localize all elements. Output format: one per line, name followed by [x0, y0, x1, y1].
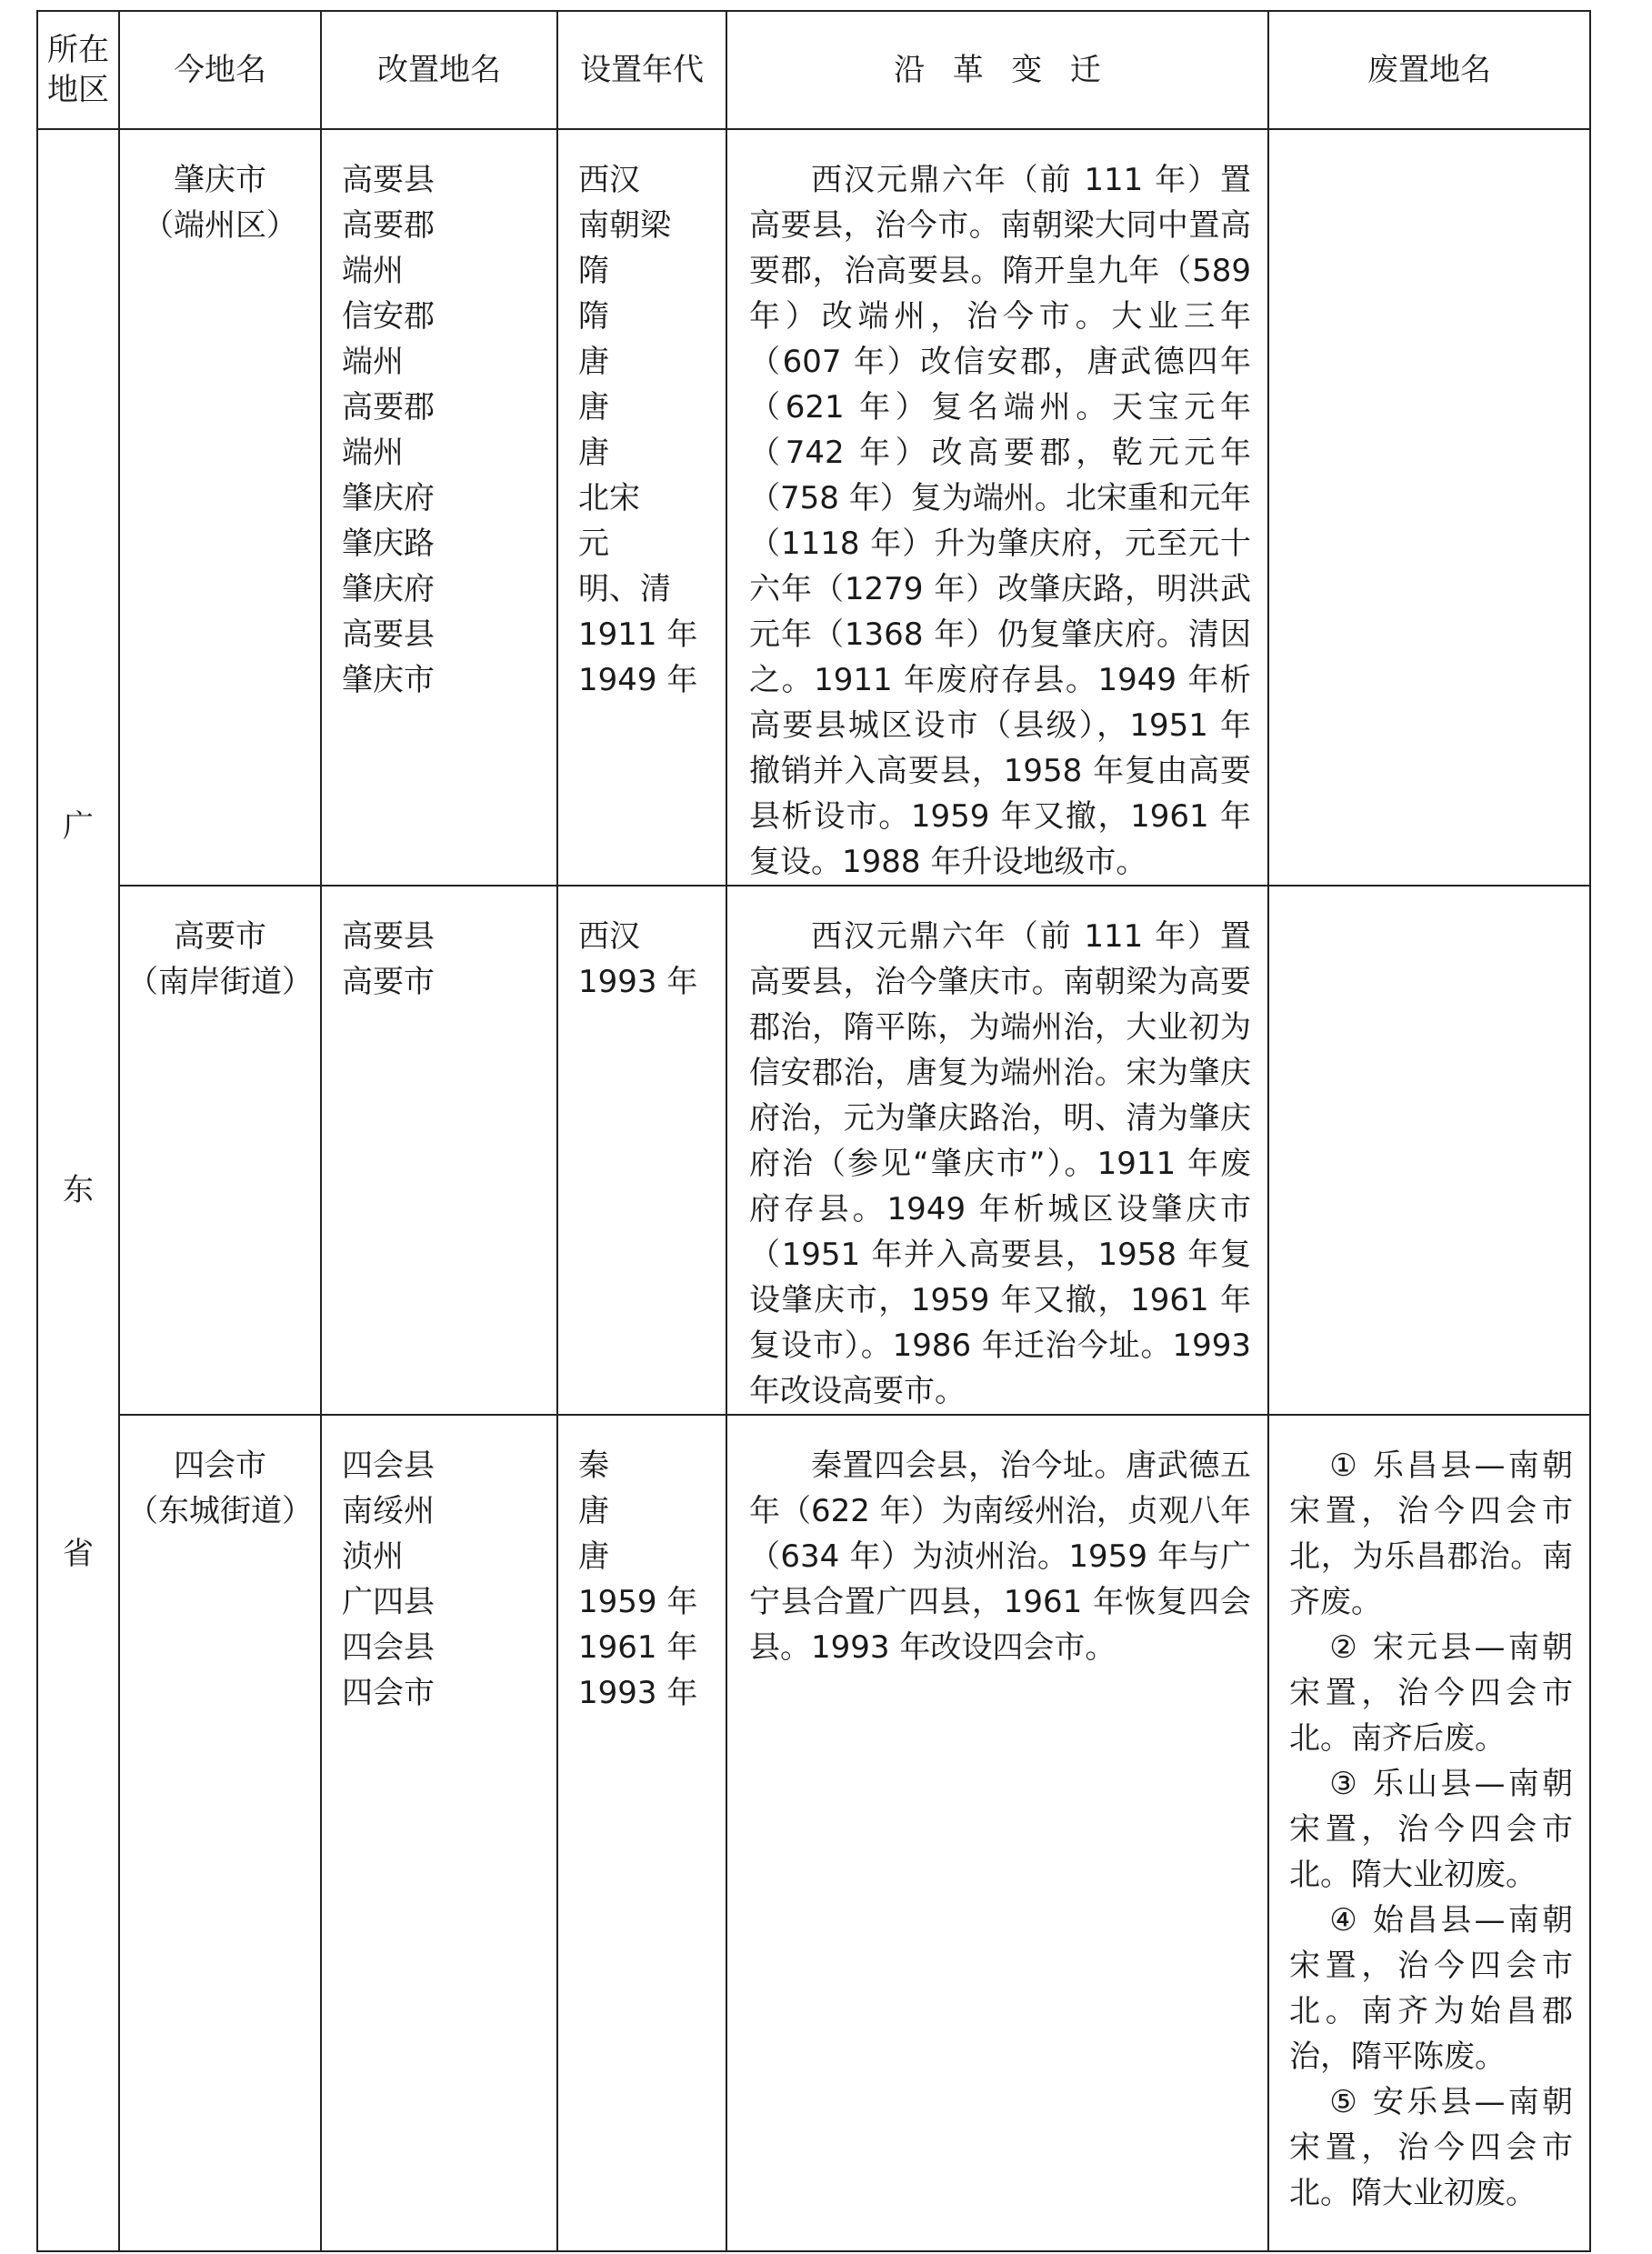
renamed-name: 高要县 — [342, 616, 435, 653]
era: 1911 年 — [578, 616, 698, 653]
renamed-name: 四会县 — [342, 1448, 435, 1484]
abolished-entry: ② 宋元县—南朝宋置，治今四会市北。南齐后废。 — [1289, 1629, 1573, 1757]
era: 北宋 — [578, 480, 640, 516]
renamed-name: 高要县 — [342, 918, 435, 955]
renamed-name: 四会县 — [342, 1629, 435, 1666]
era: 1993 年 — [578, 964, 698, 1000]
era: 唐 — [578, 389, 609, 426]
abolished-cell — [1268, 1415, 1590, 2251]
abolished-entry: ④ 始昌县—南朝宋置，治今四会市北。南齐为始昌郡治，隋平陈废。 — [1289, 1902, 1573, 2075]
abolished-cell — [1268, 886, 1590, 1415]
history-text: 西汉元鼎六年（前 111 年）置高要县，治今市。南朝梁大同中置高要郡，治高要县。隋开皇九年（589 年）改端州，治今市。大业三年（607 年）改信安郡，唐武德四年（621 年）复名端州。天宝元年（742 年）改高要郡，乾元元年（758 年）复为端州。北宋重和元年（1118 年）升为肇庆府，元至元十六年（1279 年）改肇庆路，明洪武元年（1368 年）仍复肇庆府。清因之。1911 年废府存县。1949 年析高要县城区设市（县级），1951 年撤销并入高要县，1958 年复由高要县析设市。1959 年又撤，1961 年复设。1988 年升设地级市。 — [749, 162, 1251, 880]
era: 隋 — [578, 253, 609, 289]
region-name — [38, 804, 118, 1577]
renamed-name: 肇庆府 — [342, 480, 435, 516]
abolished-entry: ① 乐昌县—南朝宋置，治今四会市北，为乐昌郡治。南齐废。 — [1289, 1448, 1573, 1620]
era: 秦 — [578, 1448, 609, 1484]
table-header-row — [37, 11, 1590, 129]
table-row — [37, 1415, 1590, 2251]
renamed-name: 高要郡 — [342, 389, 435, 426]
renamed-names-cell — [321, 129, 557, 886]
header-established: 设置年代 — [557, 11, 726, 129]
established-cell — [557, 1415, 726, 2251]
renamed-name: 南绥州 — [342, 1493, 435, 1529]
abolished-entry: ③ 乐山县—南朝宋置，治今四会市北。隋大业初废。 — [1289, 1766, 1573, 1893]
header-current-name: 今地名 — [119, 11, 321, 129]
region-cell — [37, 129, 119, 2251]
era: 唐 — [578, 435, 609, 471]
header-region-line2: 地区 — [47, 72, 109, 108]
header-history — [726, 11, 1268, 129]
renamed-names-cell — [321, 886, 557, 1415]
renamed-name: 高要市 — [342, 964, 435, 1000]
gazetteer-table — [36, 10, 1591, 2252]
era: 西汉 — [578, 162, 640, 198]
current-name-cell — [119, 886, 321, 1415]
renamed-name: 肇庆府 — [342, 571, 435, 607]
renamed-name: 高要郡 — [342, 207, 435, 244]
era: 唐 — [578, 1493, 609, 1529]
era: 元 — [578, 526, 609, 562]
renamed-name: 广四县 — [342, 1584, 435, 1620]
renamed-names-cell — [321, 1415, 557, 2251]
era: 1961 年 — [578, 1629, 698, 1666]
current-name-cell — [119, 1415, 321, 2251]
era: 明、清 — [578, 571, 671, 607]
renamed-name: 浈州 — [342, 1538, 404, 1575]
era: 1993 年 — [578, 1675, 698, 1711]
history-text: 西汉元鼎六年（前 111 年）置高要县，治今肇庆市。南朝梁为高要郡治，隋平陈，为端州治，大业初为信安郡治，唐复为端州治。宋为肇庆府治，元为肇庆路治，明、清为肇庆府治（参见“肇庆市”）。1911 年废府存县。1949 年析城区设肇庆市（1951 年并入高要县，1958 年复设肇庆市，1959 年又撤，1961 年复设市）。1986 年迁治今址。1993 年改设高要市。 — [749, 918, 1251, 1409]
era: 西汉 — [578, 918, 640, 955]
history-text: 秦置四会县，治今址。唐武德五年（622 年）为南绥州治，贞观八年（634 年）为浈州治。1959 年与广宁县合置广四县，1961 年恢复四会县。1993 年改设四会市。 — [749, 1448, 1251, 1666]
header-region-line1: 所在 — [47, 32, 109, 68]
renamed-name: 信安郡 — [342, 298, 435, 335]
region-char: 东 — [63, 1172, 94, 1208]
header-region — [37, 11, 119, 129]
header-history-label: 沿革变迁 — [894, 52, 1129, 88]
era: 1949 年 — [578, 662, 698, 698]
district-name: （东城街道） — [127, 1493, 313, 1529]
history-cell — [726, 886, 1268, 1415]
renamed-name: 四会市 — [342, 1675, 435, 1711]
table-row — [37, 886, 1590, 1415]
header-renamed-name: 改置地名 — [321, 11, 557, 129]
renamed-name: 肇庆市 — [342, 662, 435, 698]
renamed-name: 高要县 — [342, 162, 435, 198]
header-abolished: 废置地名 — [1268, 11, 1590, 129]
established-cell — [557, 886, 726, 1415]
city-name: 四会市 — [174, 1448, 266, 1484]
era: 隋 — [578, 298, 609, 335]
era: 1959 年 — [578, 1584, 698, 1620]
history-cell — [726, 1415, 1268, 2251]
abolished-entry: ⑤ 安乐县—南朝宋置，治今四会市北。隋大业初废。 — [1289, 2084, 1573, 2211]
era: 南朝梁 — [578, 207, 671, 244]
district-name: （南岸街道） — [127, 964, 313, 1000]
abolished-cell — [1268, 129, 1590, 886]
era: 唐 — [578, 1538, 609, 1575]
renamed-name: 端州 — [342, 253, 404, 289]
current-name-cell — [119, 129, 321, 886]
region-char: 广 — [63, 808, 94, 845]
city-name: 高要市 — [174, 918, 266, 955]
renamed-name: 端州 — [342, 435, 404, 471]
renamed-name: 端州 — [342, 344, 404, 380]
established-cell — [557, 129, 726, 886]
era: 唐 — [578, 344, 609, 380]
city-name: 肇庆市 — [174, 162, 266, 198]
district-name: （端州区） — [143, 207, 297, 244]
history-cell — [726, 129, 1268, 886]
table-row — [37, 129, 1590, 886]
renamed-name: 肇庆路 — [342, 526, 435, 562]
region-char: 省 — [63, 1536, 94, 1572]
